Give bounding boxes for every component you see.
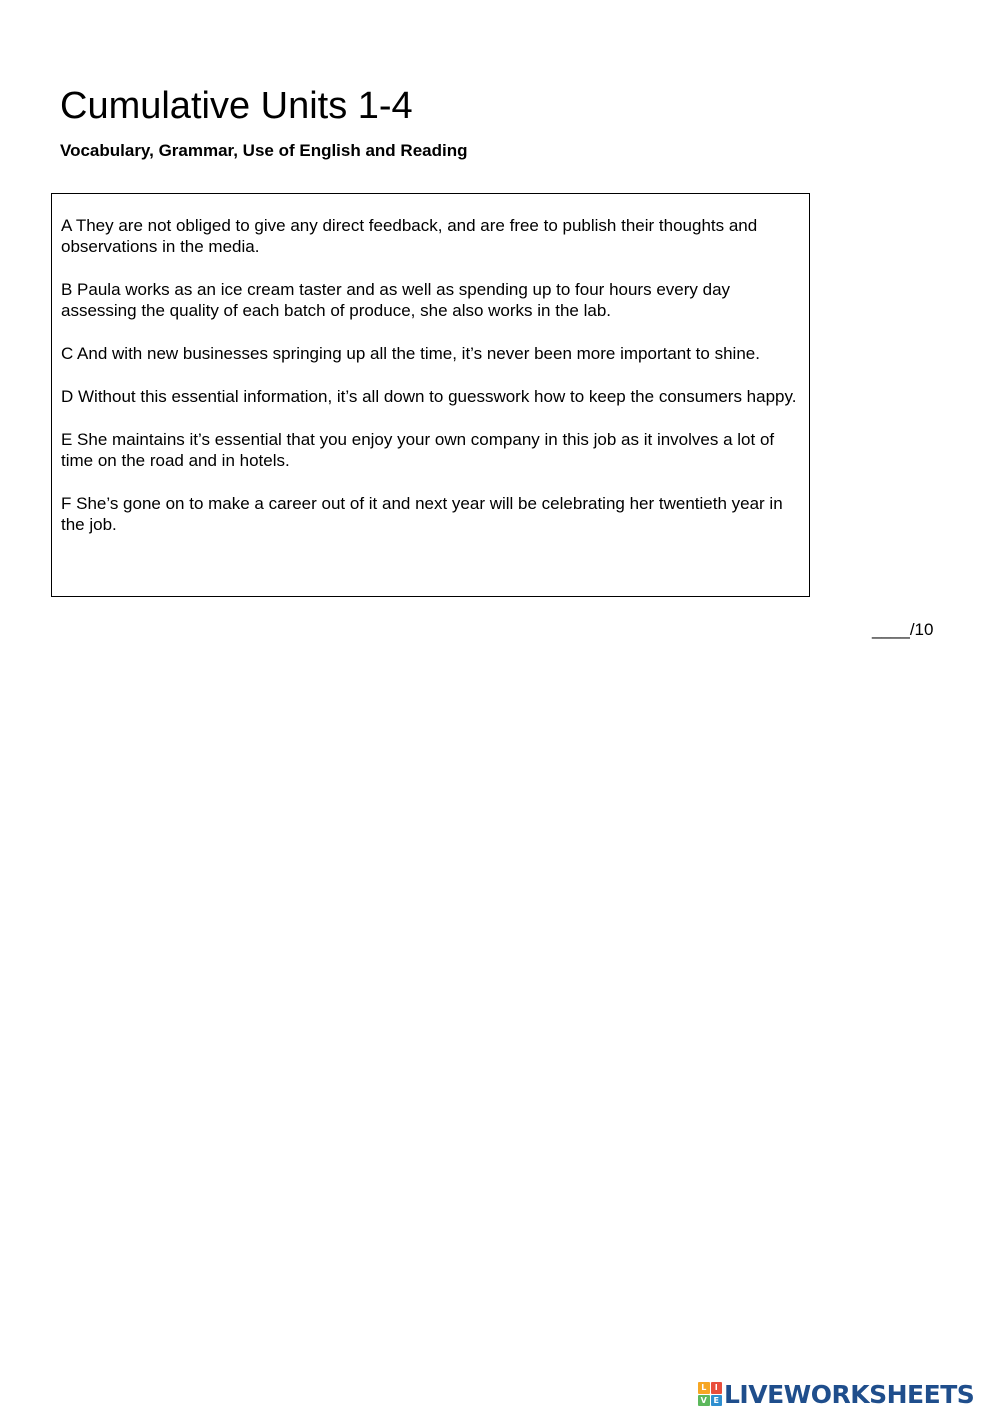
option-e: E She maintains it’s essential that you enjoy your own company in this job as it involves a lot of time on the road and in hotels. [61,430,775,470]
option-d: D Without this essential information, it’s all down to guesswork how to keep the consumers happy. [61,387,797,406]
logo-text: LIVEWORKSHEETS [724,1379,975,1409]
page-title: Cumulative Units 1-4 [60,85,413,127]
liveworksheets-logo-icon [698,1382,722,1406]
option-b: B Paula works as an ice cream taster and as well as spending up to four hours every day assessing the quality of each batch of produce, she also works in the lab. [61,280,731,320]
page-subtitle: Vocabulary, Grammar, Use of English and Reading [60,141,468,160]
option-f: F She’s gone on to make a career out of it and next year will be celebrating her twentieth year in the job. [61,494,783,534]
options-box [51,193,810,597]
logo-letter-l: L [698,1382,710,1394]
score-blank: ____/10 [872,620,934,639]
liveworksheets-logo [698,1379,974,1409]
logo-letter-i: I [711,1382,723,1394]
option-c: C And with new businesses springing up all the time, it’s never been more important to shine. [61,344,760,363]
logo-letter-e: E [711,1395,723,1407]
option-a: A They are not obliged to give any direct feedback, and are free to publish their thoughts and observations in the media. [61,216,758,256]
logo-letter-v: V [698,1395,710,1407]
